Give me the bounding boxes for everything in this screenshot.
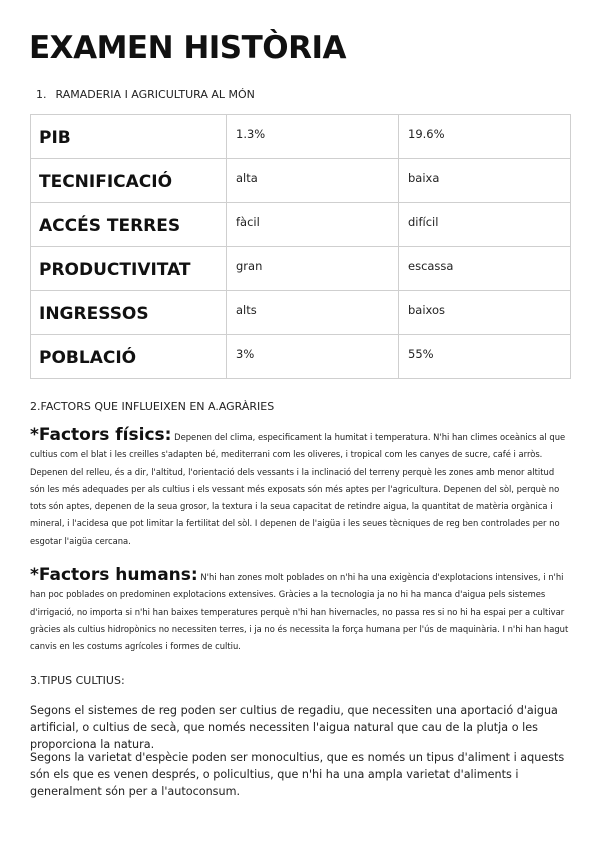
physical-factors-text: Depenen del clima, especificament la humitat i temperatura. N'hi han climes oceànics al que cultius com el blat i les creilles s'adapten bé, mediterrani com les oliveres, i tropical com les canyes de sucre, café i arròs. Depenen del relleu, és a dir, l'altitud, l'orientació dels vessants i la inclinació del terreny perquè les zones amb menor altitud són les més adequades per als cultius i els vessant més exposats són més aptes per l'agricultura. Depenen del sòl, perquè no tots són aptes, depenen de la seua grosor, la textura i la seua capacitat de retindre aigua, la quantitat de matèria orgànica i mineral, i l'acidesa que pot limitar la fertilitat del sòl. I depenen de l'aigüa i les seues tècniques de reg ben controlades per no esgotar l'aigüa cercana. [30,432,566,546]
section1-heading [36,88,255,101]
row-label: PIB [31,115,227,159]
row-label: INGRESSOS [31,291,227,335]
page-title: EXAMEN HISTÒRIA [29,30,347,66]
table-row [31,291,571,335]
row-value-developed: 1.3% [227,115,399,159]
human-factors-paragraph [30,567,570,655]
physical-factors-paragraph [30,427,570,550]
human-factors-heading: *Factors humans: [30,565,198,585]
table-row [31,203,571,247]
comparison-table [30,114,571,379]
row-value-developed: fàcil [227,203,399,247]
row-value-developed: alta [227,159,399,203]
row-value-developing: 55% [399,335,571,379]
row-value-developing: baixos [399,291,571,335]
row-value-developed: 3% [227,335,399,379]
table-row [31,159,571,203]
section2-heading: 2.FACTORS QUE INFLUEIXEN EN A.AGRÀRIES [30,400,275,413]
table-row [31,247,571,291]
row-label: POBLACIÓ [31,335,227,379]
section1-number: 1. [36,88,47,101]
table-row [31,115,571,159]
row-value-developed: gran [227,247,399,291]
row-value-developed: alts [227,291,399,335]
row-value-developing: 19.6% [399,115,571,159]
physical-factors-heading: *Factors físics: [30,425,172,445]
row-label: ACCÉS TERRES [31,203,227,247]
irrigation-paragraph: Segons el sistemes de reg poden ser cultius de regadiu, que necessiten una aportació d'aigua artificial, o cultius de secà, que només necessiten l'aigua natural que cau de la plutja o les proporciona la natura. [30,704,558,751]
row-value-developing: escassa [399,247,571,291]
section1-title: RAMADERIA I AGRICULTURA AL MÓN [55,88,255,101]
row-value-developing: baixa [399,159,571,203]
variety-paragraph: Segons la varietat d'espècie poden ser monocultius, que es només un tipus d'aliment i aquests són els que es venen després, o policultius, que n'hi ha una ampla varietat d'aliments i generalment són per a l'autoconsum. [30,751,565,798]
row-label: TECNIFICACIÓ [31,159,227,203]
row-label: PRODUCTIVITAT [31,247,227,291]
section3-heading: 3.TIPUS CULTIUS: [30,674,125,687]
human-factors-text: N'hi han zones molt poblades on n'hi ha una exigència d'explotacions intensives, i n'hi han poc poblades on predominen explotacions extensives. Gràcies a la tecnologia ja no hi ha manca d'aigua pels sistemes d'irrigació, no importa si n'hi han baixes temperatures perquè n'hi han hivernacles, no passa res si no hi ha espai per a cultivar gràcies als cultius hidropònics no necessiten terres, i ja no és necessita la força humana per l'ús de maquinària. I n'hi han hagut canvis en les costums agrícoles i formes de cultiu. [30,572,569,652]
row-value-developing: difícil [399,203,571,247]
table-row [31,335,571,379]
